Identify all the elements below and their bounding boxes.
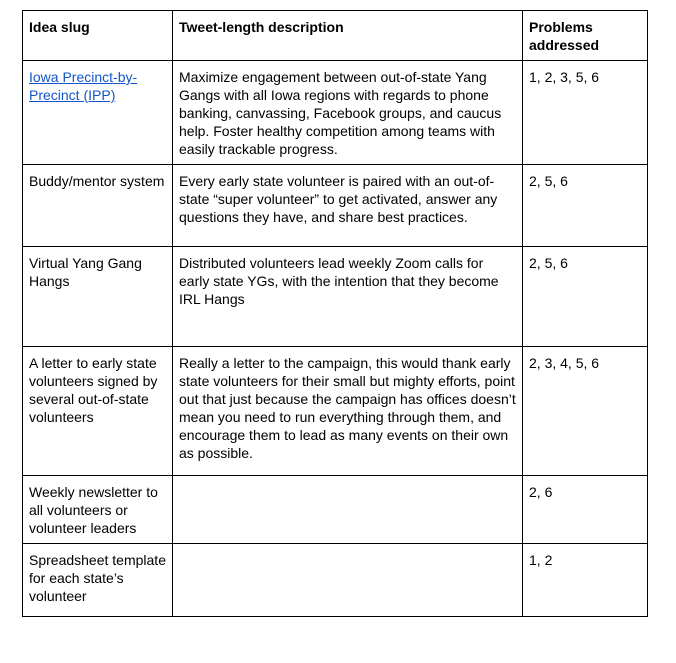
description-cell — [173, 544, 523, 617]
problems-cell: 2, 3, 4, 5, 6 — [523, 347, 648, 476]
slug-cell: Weekly newsletter to all volunteers or volunteer leaders — [23, 476, 173, 544]
problems-cell: 2, 5, 6 — [523, 165, 648, 247]
description-cell: Every early state volunteer is paired with an out-of-state “super volunteer” to get activated, answer any questions they have, and share best practices. — [173, 165, 523, 247]
header-row — [23, 11, 648, 61]
table-row — [23, 247, 648, 347]
description-cell: Distributed volunteers lead weekly Zoom calls for early state YGs, with the intention that they become IRL Hangs — [173, 247, 523, 347]
description-cell: Maximize engagement between out-of-state Yang Gangs with all Iowa regions with regards to phone banking, canvassing, Facebook groups, and caucus help. Foster healthy competition among teams with easily trackable progress. — [173, 61, 523, 165]
slug-cell: A letter to early state volunteers signed by several out-of-state volunteers — [23, 347, 173, 476]
table-row — [23, 165, 648, 247]
header-description: Tweet-length description — [173, 11, 523, 61]
problems-cell: 1, 2, 3, 5, 6 — [523, 61, 648, 165]
description-cell — [173, 476, 523, 544]
header-idea-slug: Idea slug — [23, 11, 173, 61]
table-row — [23, 544, 648, 617]
slug-cell — [23, 61, 173, 165]
slug-cell: Virtual Yang Gang Hangs — [23, 247, 173, 347]
problems-cell: 2, 6 — [523, 476, 648, 544]
table-row — [23, 61, 648, 165]
table-row — [23, 347, 648, 476]
slug-cell: Spreadsheet template for each state’s volunteer — [23, 544, 173, 617]
description-cell: Really a letter to the campaign, this would thank early state volunteers for their small but mighty efforts, point out that just because the campaign has offices doesn’t mean you need to run everything through them, and encourage them to lead as many events on their own as possible. — [173, 347, 523, 476]
problems-cell: 2, 5, 6 — [523, 247, 648, 347]
header-problems: Problems addressed — [523, 11, 648, 61]
table-row — [23, 476, 648, 544]
problems-cell: 1, 2 — [523, 544, 648, 617]
ideas-table — [22, 10, 648, 617]
iowa-ipp-link[interactable]: Iowa Precinct-by-Precinct (IPP) — [29, 69, 138, 103]
slug-cell: Buddy/mentor system — [23, 165, 173, 247]
